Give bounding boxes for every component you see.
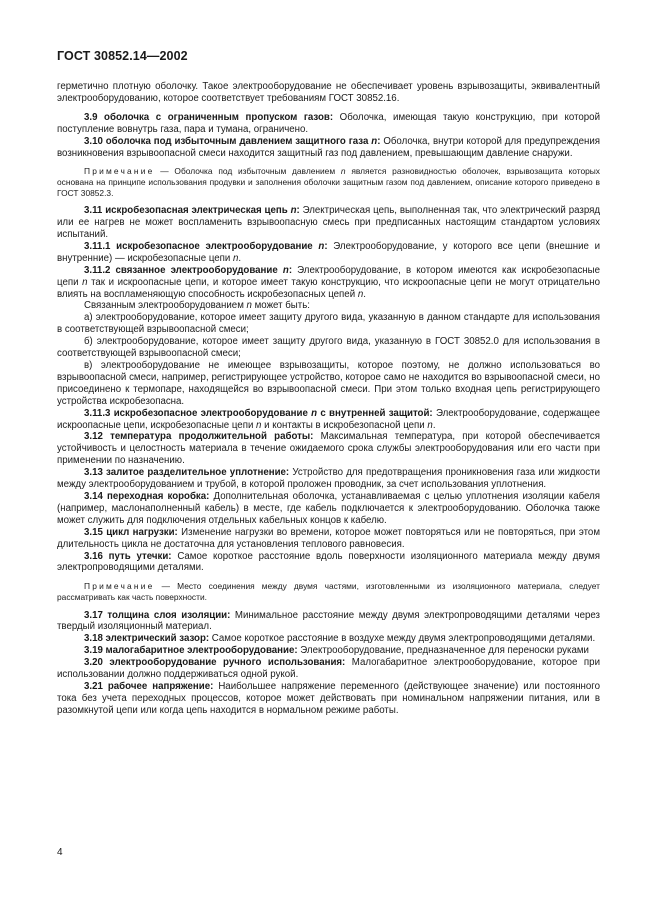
clause-3-11-2: 3.11.2 связанное электрооборудование n: Электрооборудование, в котором имеются как искробезопасные цепи n так и искроопасные цепи, и которое имеет такую конструкцию, что искроопасные цепи не могут отрицательно влиять на воспламеняющую способность искробезопасных цепей n. (57, 264, 601, 300)
clause-3-13: 3.13 залитое разделительное уплотнение: Устройство для предотвращения проникновения газа или жидкости между электрооборудованием и трубой, в которой проложен проводник, за счет использования уплотнения. (57, 467, 600, 491)
clause-3-14: 3.14 переходная коробка: Дополнительная оболочка, устанавливаемая с целью уплотнения изоляции кабеля (например, маслонаполненный кабель) в месте, где кабель подключается к электрооборудованию. Оболочка также может служить для подключения отдельных кабельных концов к кабелю. (57, 490, 600, 526)
clause-3-11: 3.11 искробезопасная электрическая цепь n: Электрическая цепь, выполненная так, что электрический разряд или ее нагрев не может воспламенить взрывоопасную смесь при предписанных настоящим стандартом условиях испытаний. (57, 205, 600, 241)
clause-3-17: 3.17 толщина слоя изоляции: Минимальное расстояние между двумя электропроводящими деталями через твердый изоляционный материал. (57, 609, 600, 633)
clause-3-9: 3.9 оболочка с ограниченным пропуском газов: Оболочка, имеющая такую конструкцию, при которой поступление вовнутрь газа, пара и тумана, ограничено. (57, 111, 600, 135)
clause-3-20: 3.20 электрооборудование ручного использования: Малогабаритное электрооборудование, которое при использовании должно поддерживаться одной рукой. (57, 657, 600, 681)
clause-3-15: 3.15 цикл нагрузки: Изменение нагрузки во времени, которое может повторяться или не повторяться, при этом длительность цикла не достаточна для установления теплового равновесия. (57, 526, 600, 550)
clause-3-10: 3.10 оболочка под избыточным давлением защитного газа n: Оболочка, внутри которой для предупреждения возникновения взрывоопасной смеси находится защитный газ под давлением, превышающим давление снаружи. (57, 135, 600, 159)
list-intro: Связанным электрооборудованием n может быть: (84, 300, 310, 312)
document-header: ГОСТ 30852.14—2002 (57, 49, 188, 63)
document-body (57, 81, 600, 717)
paragraph-continuation: герметично плотную оболочку. Такое электрооборудование не обеспечивает уровень взрывозащиты, эквивалентный электрооборудованию, которое соответствует требованиям ГОСТ 30852.16. (57, 81, 600, 104)
list-item-b: б) электрооборудование, которое имеет защиту другого вида, указанную в ГОСТ 30852.0 для использования в соответствующей взрывоопасной смеси; (57, 336, 600, 360)
page-number: 4 (57, 847, 63, 858)
clause-3-11-3: 3.11.3 искробезопасное электрооборудование n с внутренней защитой: Электрооборудование, содержащее искроопасные цепи, искробезопасные цепи n и контакты в искробезопасной цепи n. (57, 407, 600, 431)
clause-3-19: 3.19 малогабаритное электрооборудование: Электрооборудование, предназначенное для переноски руками (84, 645, 589, 657)
clause-3-11-1: 3.11.1 искробезопасное электрооборудование n: Электрооборудование, у которого все цепи (внешние и внутренние) — искробезопасные цепи n. (57, 240, 600, 264)
list-item-a: а) электрооборудование, которое имеет защиту другого вида, указанную в данном стандарте для использования в соответствующей взрывоопасной смеси; (57, 312, 600, 336)
note-3-10: Примечание — Оболочка под избыточным давлением n является разновидностью оболочек, взрывозащита которых основана на принципе использования продувки и заполнения оболочки защитным газом под давлением, описание которого приведено в ГОСТ 30852.3. (57, 166, 600, 198)
clause-3-16: 3.16 путь утечки: Самое короткое расстояние вдоль поверхности изоляционного материала между двумя электропроводящими деталями. (57, 550, 600, 574)
clause-3-21: 3.21 рабочее напряжение: Наибольшее напряжение переменного (действующее значение) или постоянного тока без учета переходных процессов, которое может действовать при номинальном напряжении питания, или в разомкнутой цепи или когда цепь находится в нормальном режиме работы. (57, 680, 600, 716)
note-3-16: Примечание — Место соединения между двумя частями, изготовленными из изоляционного материала, следует рассматривать как часть поверхности. (57, 581, 600, 602)
clause-3-18: 3.18 электрический зазор: Самое короткое расстояние в воздухе между двумя электропроводящими деталями. (84, 633, 596, 645)
list-item-c: в) электрооборудование не имеющее взрывозащиты, которое поэтому, не должно использоваться во взрывоопасной смеси, например, регистрирующее устройство, которое само не находится во взрывоопасной смеси, но присоединено к термопаре, находящейся во взрывоопасной смеси. При этом только входная цепь регистрирующего устройства искробезопасна. (57, 360, 600, 407)
clause-3-12: 3.12 температура продолжительной работы: Максимальная температура, при которой обеспечивается устойчивость и целостность материала в течение ожидаемого срока службы электрооборудования или его части при применении по назначению. (57, 431, 600, 467)
